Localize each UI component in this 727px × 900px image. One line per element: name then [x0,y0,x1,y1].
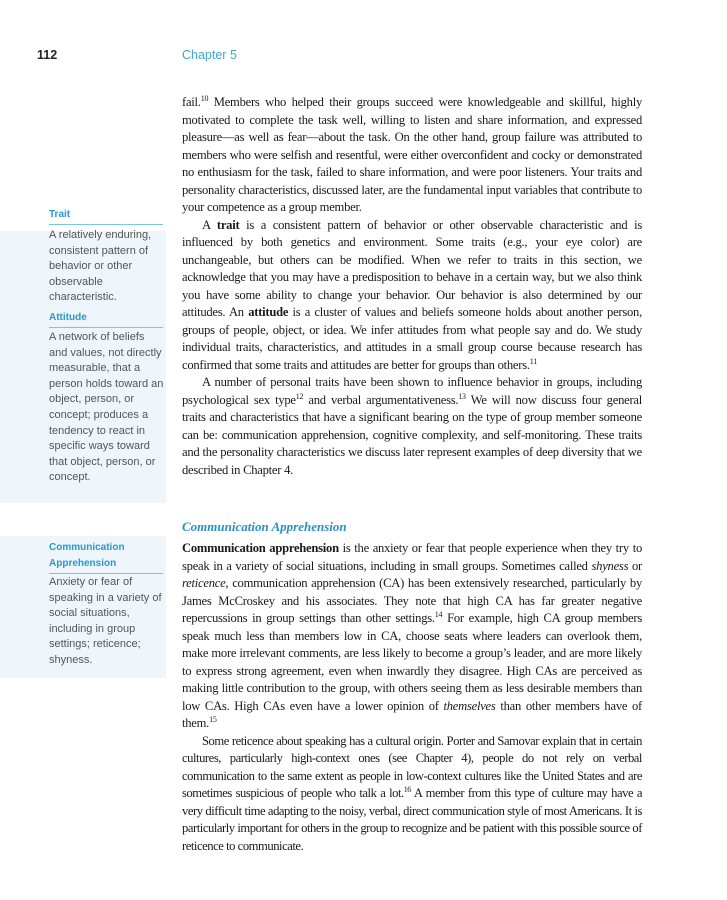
footnote-ref: 15 [209,714,217,724]
footnote-ref: 16 [403,784,411,794]
body-text-bottom [182,540,642,855]
key-term-trait: trait [216,217,240,232]
glossary-definition-communication-apprehension: Anxiety or fear of speaking in a variety of social situations, including in group settings; reticence; shyness. [49,576,162,666]
key-term-attitude: attitude [248,305,289,319]
chapter-label: Chapter 5 [182,48,237,62]
glossary-term-trait: Trait [49,207,163,225]
footnote-ref: 12 [295,391,304,401]
paragraph-5: Some reticence about speaking has a cultural origin. Porter and Samovar explain that in certain cultures, particularly high-context ones (see Chapter 4), people do not rely on verbal communication to the same extent as people in low-context cultures like the United States and are sometimes suspicious of people who talk a lot.$^{16}$ A member from this type of culture may have a very difficult time adapting to the noisy, verbal, direct communication style of most Americans. It is particularly important for others in the group to recognize and be patient with this possible source of reticence to communicate. [182,733,642,853]
paragraph-2: A trait is a consistent pattern of behavior or other observable characteristic and is influenced by both genetics and environment. Some traits (e.g., your eye color) are unchangeable, but others can be modified. When we refer to traits in this section, we acknowledge that you may have a predisposition to behave in a certain way, but we also think you have some ability to change your behavior. Our behavior is also determined by our attitudes. An attitude is a cluster of values and beliefs someone holds about another person, groups of people, object, or idea. We infer attitudes from what people say and do. We study individual traits, characteristics, and attitudes in a small group course because research has confirmed that some traits and attitudes are better for groups than others.$^{11}$ [182,217,643,372]
glossary-term-line-1: Communication [49,542,125,553]
glossary-term-line-2: Apprehension [49,558,117,569]
glossary-definition-attitude: A network of beliefs and values, not directly measurable, that a person holds toward an object, person, or concept; produces a tendency to react in specific ways toward that object, person, or concept. [49,331,164,484]
footnote-ref: 11 [529,356,537,366]
footnote-ref: 14 [434,609,443,619]
body-text-top [182,94,642,479]
glossary-term-attitude: Attitude [49,310,163,328]
page-number: 112 [37,48,58,62]
paragraph-1: fail.$^{10}$ Members who helped their groups succeed were knowledgeable and skillful, highly motivated to complete the task well, willing to listen and share information, and expressed pleasure—as well as fear—about the task. On the other hand, group failure was attributed to members who were selfish and resentful, were either overconfident and cocky or demonstrated no enthusiasm for the task, failed to share information, and were poor listeners. Your traits and personality characteristics, discussed later, are the fundamental input variables that contribute to your competence as a group member. [182,93,642,214]
paragraph-3: A number of personal traits have been shown to influence behavior in groups, including psychological sex type$^{12}$ and verbal argumentativeness.$^{13}$ We will now discuss four general traits and characteristics that have a significant bearing on the type of group member someone can be: communication apprehension, cognitive complexity, and self-monitoring. These traits and the personality characteristics we discuss later represent examples of deep diversity that we described in Chapter 4. [182,375,642,477]
footnote-ref: 13 [458,391,466,401]
section-heading: Communication Apprehension [182,519,347,534]
glossary-definition-trait: A relatively enduring, consistent pattern of behavior or other observable characteristic. [49,229,152,304]
paragraph-4: Communication apprehension is the anxiety or fear that people experience when they try to speak in a variety of social situations, including in small groups. Sometimes called shyness or reticence, communication apprehension (CA) has been extensively researched, particularly by James McCroskey and his associates. They note that high CA has far greater negative repercussions in group settings than other settings.$^{14}$ For example, high CA group members speak much less than members low in CA, choose seats where leaders can overlook them, make more irrelevant comments, are less likely to become a group’s leader, and are more likely to express strong agreement, even when inwardly they disagree. High CAs are perceived as making little contribution to the group, with others seeing them as less desirable members than low CAs. High CAs even have a lower opinion of themselves than other members have of them.$^{15}$ [182,541,642,730]
glossary-term-communication-apprehension [49,540,163,574]
key-term-communication-apprehension: Communication apprehension [182,541,339,555]
footnote-ref: 10 [200,93,209,103]
